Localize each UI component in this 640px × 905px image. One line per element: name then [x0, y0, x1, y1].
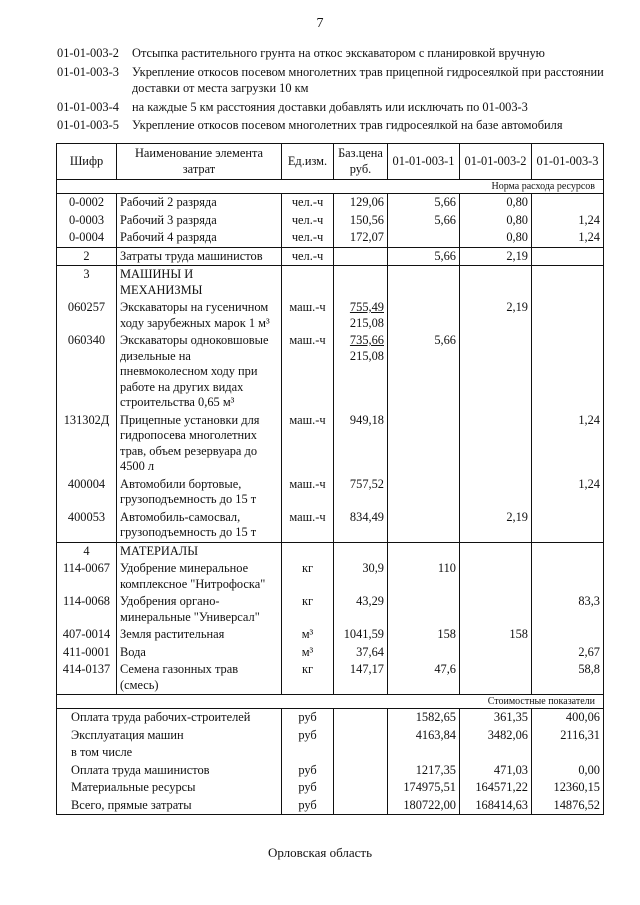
cell-value-2: 0,80	[460, 194, 532, 212]
cell-price	[334, 247, 388, 266]
cell-value-2: 0,80	[460, 212, 532, 230]
intro-code: 01-01-003-4	[57, 99, 119, 114]
table-row	[57, 560, 604, 593]
cell-code: 0-0003	[57, 212, 117, 230]
header-unit: Ед.изм.	[282, 144, 334, 180]
footer-region: Орловская область	[267, 845, 373, 860]
table-row	[57, 247, 604, 266]
section-name: МАТЕРИАЛЫ	[117, 542, 282, 560]
cell-value-2	[460, 661, 532, 695]
intro-text: Укрепление откосов посевом многолетних трав гидросеялкой на базе автомобиля	[132, 118, 563, 132]
total-value-2: 168414,63	[460, 797, 532, 815]
total-value-1: 4163,84	[388, 727, 460, 745]
intro-code: 01-01-003-5	[57, 118, 119, 132]
section-row	[57, 542, 604, 560]
table-row	[57, 593, 604, 626]
total-name: в том числе	[57, 744, 282, 762]
cell-price	[334, 212, 388, 230]
cell-price	[334, 542, 388, 560]
total-unit: руб	[282, 797, 334, 815]
total-value-2	[460, 744, 532, 762]
cell-name: Семена газонных трав (смесь)	[117, 661, 282, 695]
cell-value-3	[532, 194, 604, 212]
cell-value-1: 5,66	[388, 247, 460, 266]
header-col-2: 01-01-003-2	[460, 144, 532, 180]
total-value-3: 12360,15	[532, 779, 604, 797]
cell-price	[334, 299, 388, 332]
intro-item	[57, 117, 617, 134]
cell-value-1: 158	[388, 626, 460, 644]
cell-unit	[282, 542, 334, 560]
cell-price	[334, 593, 388, 626]
table-row	[57, 299, 604, 332]
cell-value-1	[388, 644, 460, 662]
cell-value-2	[460, 644, 532, 662]
total-name: Материальные ресурсы	[57, 779, 282, 797]
cell-name: Земля растительная	[117, 626, 282, 644]
section-code: 3	[57, 266, 117, 300]
total-value-3: 0,00	[532, 762, 604, 780]
total-value-2: 361,35	[460, 709, 532, 727]
cell-value-3	[532, 542, 604, 560]
cell-value-3: 1,24	[532, 229, 604, 247]
header-price: Баз.цена руб.	[334, 144, 388, 180]
table-row	[57, 194, 604, 212]
cell-value-2: 158	[460, 626, 532, 644]
cell-name: Вода	[117, 644, 282, 662]
total-unit: руб	[282, 709, 334, 727]
cell-unit	[282, 266, 334, 300]
price-value: 735,66	[349, 333, 384, 347]
cell-value-2: 2,19	[460, 247, 532, 266]
cell-value-1	[388, 509, 460, 543]
cell-value-2	[460, 542, 532, 560]
intro-code: 01-01-003-2	[57, 46, 119, 60]
band-norms-label: Норма расхода ресурсов	[57, 180, 604, 194]
cell-price	[334, 709, 388, 727]
header-col-3: 01-01-003-3	[532, 144, 604, 180]
total-value-3: 2116,31	[532, 727, 604, 745]
cell-value-1	[388, 266, 460, 300]
cell-name: Рабочий 4 разряда	[117, 229, 282, 247]
cell-code: 114-0067	[57, 560, 117, 593]
table-row	[57, 644, 604, 662]
cell-value-1	[388, 299, 460, 332]
total-value-3: 400,06	[532, 709, 604, 727]
price-value: 30,9	[362, 561, 384, 575]
total-row	[57, 709, 604, 727]
price-value: 757,52	[349, 476, 384, 491]
cell-price	[334, 332, 388, 412]
cell-code: 114-0068	[57, 593, 117, 626]
cell-value-1	[388, 412, 460, 476]
cell-value-1	[388, 593, 460, 626]
cell-value-3	[532, 509, 604, 543]
cell-name: Рабочий 2 разряда	[117, 194, 282, 212]
cell-code: 414-0137	[57, 661, 117, 695]
band-costs	[57, 695, 604, 709]
total-name: Эксплуатация машин	[57, 727, 282, 745]
total-row	[57, 762, 604, 780]
intro-text: Отсыпка растительного грунта на откос экскаватором с планировкой вручную	[132, 46, 545, 60]
intro-code: 01-01-003-3	[57, 64, 119, 79]
total-value-2: 471,03	[460, 762, 532, 780]
cell-value-1: 5,66	[388, 194, 460, 212]
cell-value-1	[388, 476, 460, 509]
cell-name: Экскаваторы на гусеничном ходу зарубежных марок 1 м³	[117, 299, 282, 332]
cell-value-2	[460, 476, 532, 509]
cell-value-2: 2,19	[460, 299, 532, 332]
cell-price	[334, 476, 388, 509]
intro-list	[57, 45, 617, 136]
cell-value-3	[532, 332, 604, 412]
total-row	[57, 727, 604, 745]
cell-price	[334, 661, 388, 695]
total-unit	[282, 744, 334, 762]
cell-code: 400053	[57, 509, 117, 543]
cell-code: 0-0002	[57, 194, 117, 212]
price-value: 150,56	[349, 212, 384, 227]
cell-value-1	[388, 542, 460, 560]
cell-unit: маш.-ч	[282, 412, 334, 476]
cell-value-2	[460, 412, 532, 476]
cell-price	[334, 626, 388, 644]
cell-unit: маш.-ч	[282, 332, 334, 412]
cell-price	[334, 266, 388, 300]
cell-value-1: 110	[388, 560, 460, 593]
cell-price	[334, 412, 388, 476]
cell-code: 407-0014	[57, 626, 117, 644]
cell-value-3: 83,3	[532, 593, 604, 626]
cell-value-2	[460, 593, 532, 626]
cell-value-3: 2,67	[532, 644, 604, 662]
cell-unit: м³	[282, 644, 334, 662]
cell-value-3: 1,24	[532, 212, 604, 230]
cell-name: Удобрение минеральное комплексное "Нитрофоска"	[117, 560, 282, 593]
cell-unit: маш.-ч	[282, 476, 334, 509]
band-norms	[57, 180, 604, 194]
cell-name: Удобрения органо-минеральные "Универсал"	[117, 593, 282, 626]
price-value: 147,17	[349, 662, 384, 676]
table-row	[57, 661, 604, 695]
total-name: Оплата труда машинистов	[57, 762, 282, 780]
cell-value-2	[460, 332, 532, 412]
price-secondary: 215,08	[349, 315, 384, 330]
cell-unit: маш.-ч	[282, 509, 334, 543]
cell-unit: кг	[282, 560, 334, 593]
header-code: Шифр	[57, 144, 117, 180]
cell-unit: маш.-ч	[282, 299, 334, 332]
section-name: МАШИНЫ И МЕХАНИЗМЫ	[117, 266, 282, 300]
cell-price	[334, 509, 388, 543]
total-value-1: 174975,51	[388, 779, 460, 797]
total-value-3: 14876,52	[532, 797, 604, 815]
price-value: 129,06	[349, 195, 384, 209]
cell-value-3	[532, 626, 604, 644]
cell-code: 2	[57, 247, 117, 266]
cell-price	[334, 779, 388, 797]
cell-value-3: 58,8	[532, 661, 604, 695]
cell-price	[334, 194, 388, 212]
total-value-1: 1582,65	[388, 709, 460, 727]
intro-text: на каждые 5 км расстояния доставки добавлять или исключать по 01-003-3	[132, 99, 528, 114]
intro-item	[57, 99, 617, 116]
intro-text: Укрепление откосов посевом многолетних трав прицепной гидросеялкой при расстоянии доставки от места загрузки 10 км	[132, 64, 604, 95]
price-value: 834,49	[349, 509, 384, 524]
price-value: 37,64	[356, 644, 384, 659]
cell-unit: чел.-ч	[282, 247, 334, 266]
cell-value-2	[460, 266, 532, 300]
price-value: 949,18	[349, 412, 384, 427]
total-name: Оплата труда рабочих-строителей	[57, 709, 282, 727]
header-col-1: 01-01-003-1	[388, 144, 460, 180]
total-value-1: 1217,35	[388, 762, 460, 780]
total-row	[57, 779, 604, 797]
total-unit: руб	[282, 779, 334, 797]
cell-code: 0-0004	[57, 229, 117, 247]
total-row	[57, 797, 604, 815]
cell-value-2: 2,19	[460, 509, 532, 543]
table-row	[57, 229, 604, 247]
cell-value-3	[532, 299, 604, 332]
cell-code: 411-0001	[57, 644, 117, 662]
cell-value-3	[532, 560, 604, 593]
cell-price	[334, 644, 388, 662]
cell-value-3	[532, 266, 604, 300]
table-row	[57, 332, 604, 412]
price-value: 755,49	[349, 300, 384, 314]
price-value: 1041,59	[343, 627, 384, 641]
page-number: 7	[316, 16, 324, 31]
cell-code: 060340	[57, 332, 117, 412]
cell-price	[334, 727, 388, 745]
total-value-3	[532, 744, 604, 762]
table-header-row	[57, 144, 604, 180]
cell-name: Прицепные установки для гидропосева многолетних трав, объем резервуара до 4500 л	[117, 412, 282, 476]
total-value-2: 3482,06	[460, 727, 532, 745]
cell-code: 060257	[57, 299, 117, 332]
table-row	[57, 212, 604, 230]
price-value: 43,29	[356, 594, 384, 608]
cell-name: Экскаваторы одноковшовые дизельные на пневмоколесном ходу при работе на других видах строительства 0,65 м³	[117, 332, 282, 412]
total-unit: руб	[282, 762, 334, 780]
cell-unit: чел.-ч	[282, 212, 334, 230]
cell-unit: кг	[282, 661, 334, 695]
cell-unit: чел.-ч	[282, 229, 334, 247]
section-row	[57, 266, 604, 300]
cell-price	[334, 560, 388, 593]
band-costs-label: Стоимостные показатели	[57, 695, 604, 709]
cell-unit: м³	[282, 626, 334, 644]
table-row	[57, 626, 604, 644]
cell-name: Автомобили бортовые, грузоподъемность до 15 т	[117, 476, 282, 509]
price-secondary: 215,08	[349, 348, 384, 363]
cell-name: Затраты труда машинистов	[117, 247, 282, 266]
cell-value-3: 1,24	[532, 412, 604, 476]
table-row	[57, 412, 604, 476]
price-value: 172,07	[349, 230, 384, 244]
cell-value-1	[388, 229, 460, 247]
total-name: Всего, прямые затраты	[57, 797, 282, 815]
intro-item	[57, 45, 617, 62]
table-row	[57, 509, 604, 543]
cell-price	[334, 229, 388, 247]
cell-code: 131302Д	[57, 412, 117, 476]
cell-name: Автомобиль-самосвал, грузоподъемность до 15 т	[117, 509, 282, 543]
total-value-1: 180722,00	[388, 797, 460, 815]
cell-price	[334, 744, 388, 762]
cell-name: Рабочий 3 разряда	[117, 212, 282, 230]
cell-value-2	[460, 560, 532, 593]
total-unit: руб	[282, 727, 334, 745]
cell-unit: кг	[282, 593, 334, 626]
cell-value-1: 5,66	[388, 332, 460, 412]
intro-item	[57, 64, 617, 97]
table-row	[57, 476, 604, 509]
cell-code: 400004	[57, 476, 117, 509]
section-code: 4	[57, 542, 117, 560]
total-value-2: 164571,22	[460, 779, 532, 797]
cell-value-3: 1,24	[532, 476, 604, 509]
cell-price	[334, 762, 388, 780]
total-value-1	[388, 744, 460, 762]
cell-value-3	[532, 247, 604, 266]
header-name: Наименование элемента затрат	[117, 144, 282, 180]
cell-value-2: 0,80	[460, 229, 532, 247]
cell-price	[334, 797, 388, 815]
total-row	[57, 744, 604, 762]
estimate-table	[56, 143, 604, 815]
cell-value-1: 5,66	[388, 212, 460, 230]
cell-unit: чел.-ч	[282, 194, 334, 212]
cell-value-1: 47,6	[388, 661, 460, 695]
